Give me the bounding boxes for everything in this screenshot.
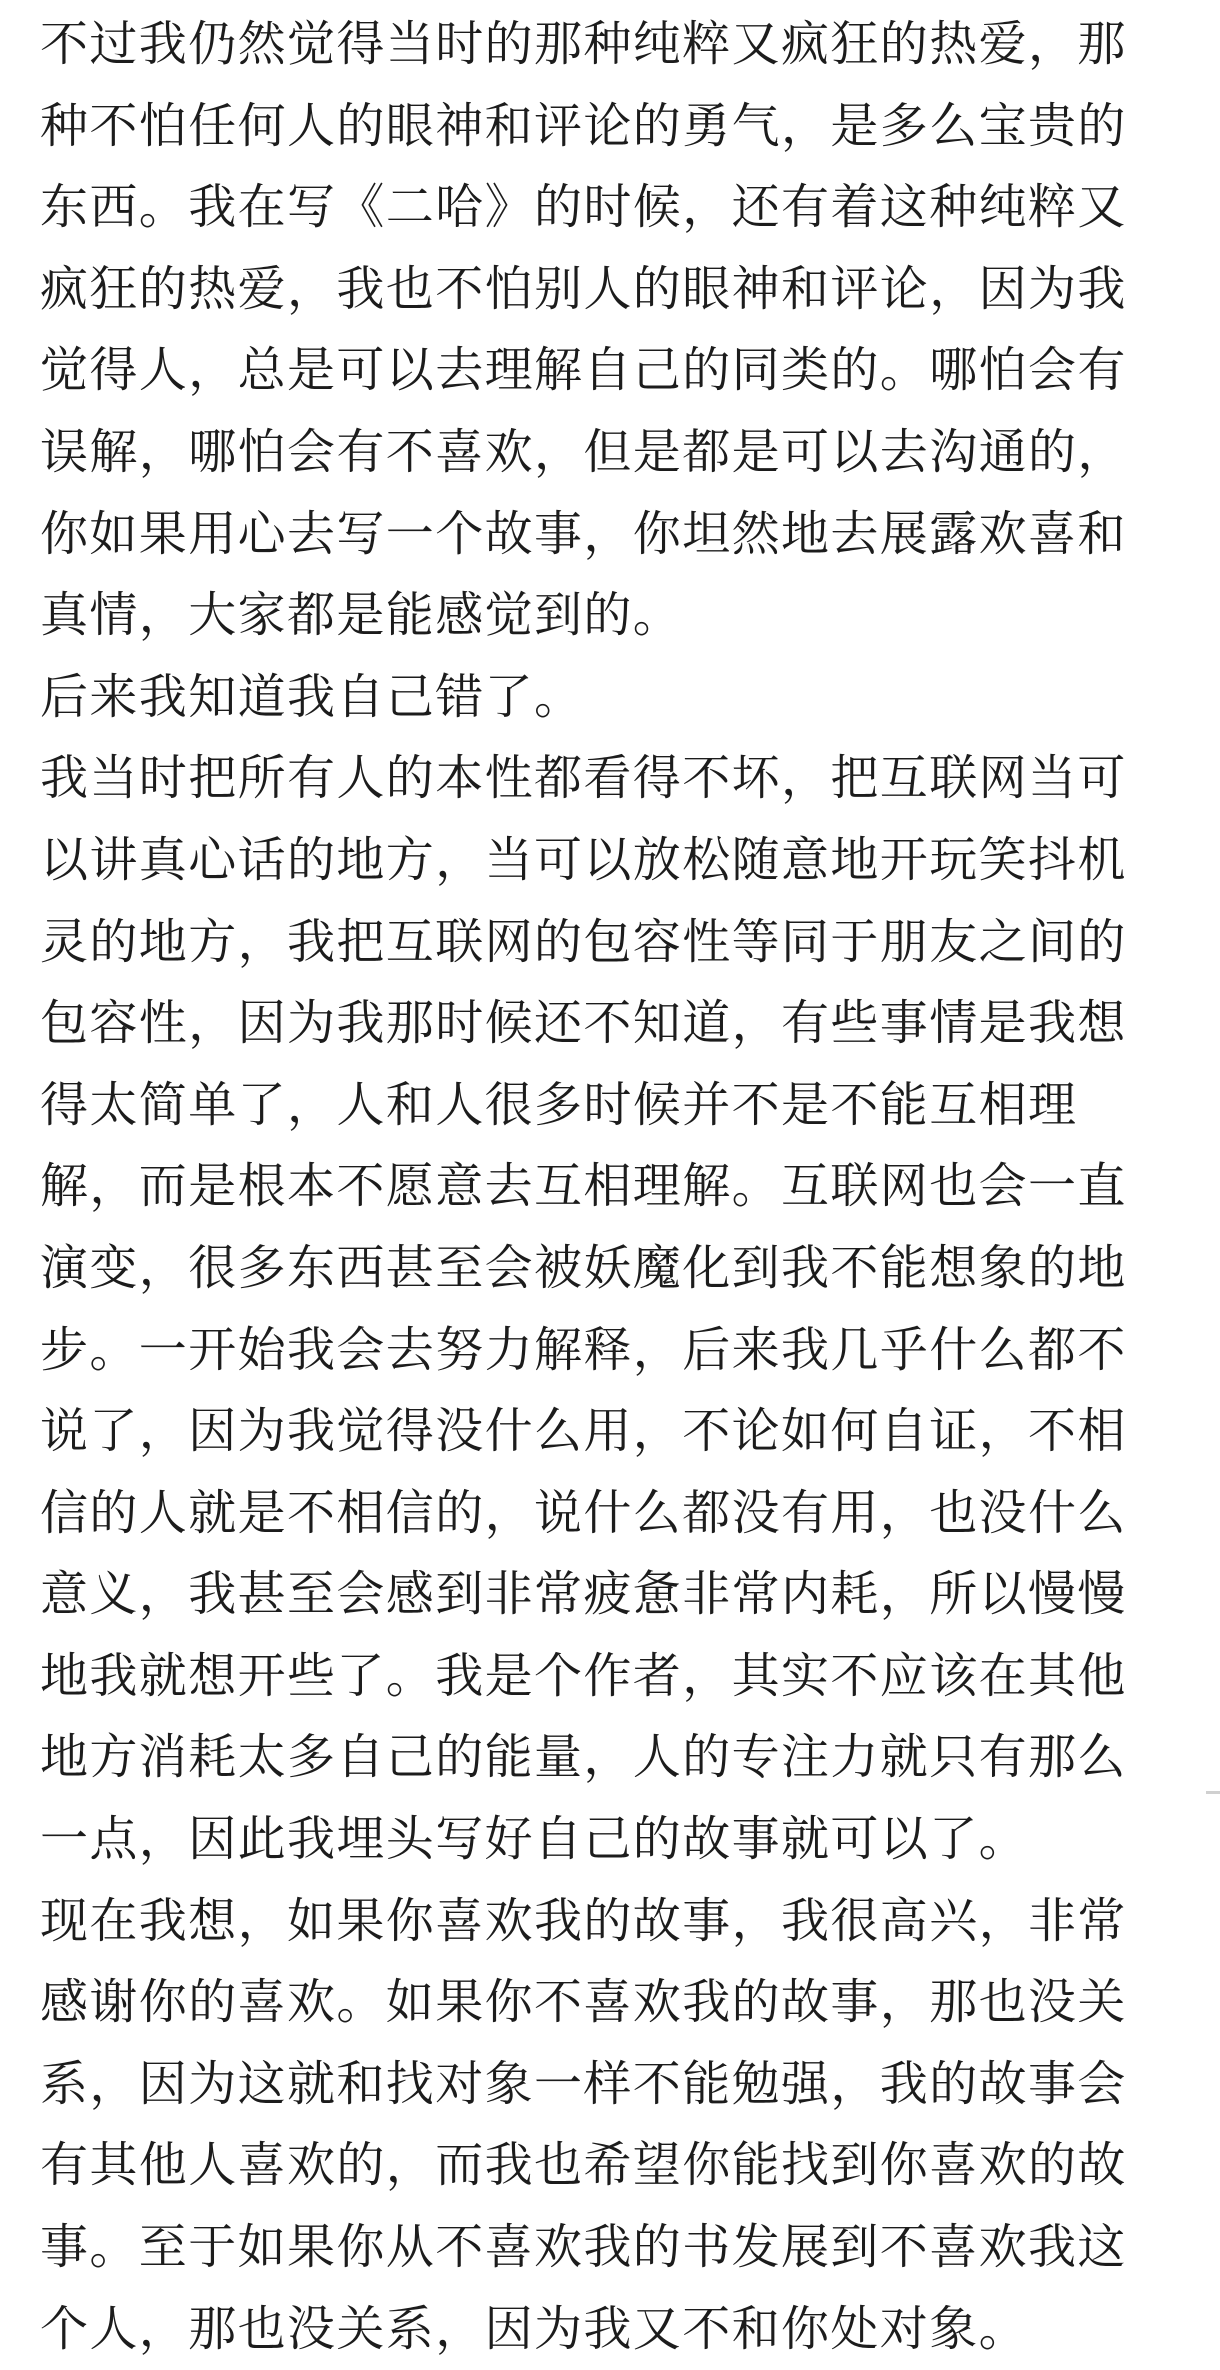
scroll-edge-marker (1206, 1791, 1220, 1794)
paragraph-2: 后来我知道我自己错了。 (40, 668, 584, 725)
paragraph-3: 我当时把所有人的本性都看得不坏，把互联网当可 以讲真心话的地方，当可以放松随意地开玩笑抖机 灵的地方，我把互联网的包容性等同于朋友之间的 包容性，因为我那时候还不知道，有些事情是我想 得太简单了，人和人很多时候并不是不能互相理 解，而是根本不愿意去互相理解。互联网也会一直 演变，很多东西甚至会被妖魔化到我不能想象的地 步。一开始我会去努力解释，后来我几乎什么都不 说了，因为我觉得没什么用，不论如何自证，不相 信的人就是不相信的，说什么都没有用，也没什么 意义，我甚至会感到非常疲惫非常内耗，所以慢慢 地我就想开些了。我是个作者，其实不应该在其他 地方消耗太多自己的能量，人的专注力就只有那么 一点，因此我埋头写好自己的故事就可以了。 (40, 750, 1127, 1868)
article-body (40, 4, 1180, 2370)
paragraph-1: 不过我仍然觉得当时的那种纯粹又疯狂的热爱，那 种不怕任何人的眼神和评论的勇气，是多么宝贵的 东西。我在写《二哈》的时候，还有着这种纯粹又 疯狂的热爱，我也不怕别人的眼神和评论，因为我 觉得人，总是可以去理解自己的同类的。哪怕会有 误解，哪怕会有不喜欢，但是都是可以去沟通的， 你如果用心去写一个故事，你坦然地去展露欢喜和 真情，大家都是能感觉到的。 (40, 16, 1127, 644)
paragraph-4: 现在我想，如果你喜欢我的故事，我很高兴，非常 感谢你的喜欢。如果你不喜欢我的故事，那也没关 系，因为这就和找对象一样不能勉强，我的故事会 有其他人喜欢的，而我也希望你能找到你喜欢的故 事。至于如果你从不喜欢我的书发展到不喜欢我这 个人，那也没关系，因为我又不和你处对象。 (40, 1892, 1127, 2357)
